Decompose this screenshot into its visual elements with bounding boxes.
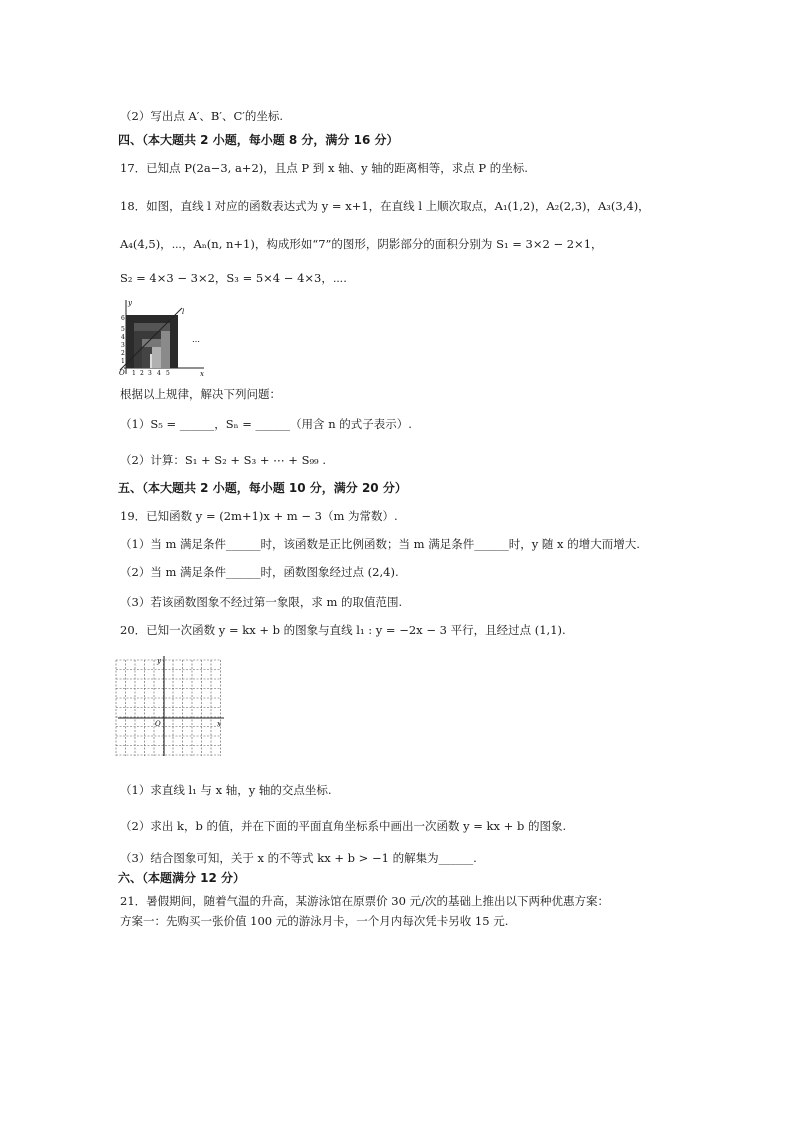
section-4-heading: 四、（本大题共 2 小题，每小题 8 分，满分 16 分） bbox=[118, 133, 399, 147]
section-5-heading: 五、（本大题共 2 小题，每小题 10 分，满分 20 分） bbox=[118, 481, 407, 495]
q16-part2: （2）写出点 A′、B′、C′的坐标. bbox=[120, 109, 284, 123]
fig18-origin: O bbox=[119, 369, 125, 376]
q19-text: 19．已知函数 y = (2m+1)x + m − 3（m 为常数）. bbox=[120, 509, 398, 523]
q17-text: 17．已知点 P(2a−3, a+2)，且点 P 到 x 轴、y 轴的距离相等，求点 P 的坐标. bbox=[120, 161, 528, 175]
q20-part3: （3）结合图象可知，关于 x 的不等式 kx + b > −1 的解集为______. bbox=[120, 851, 477, 865]
q20-grid-figure bbox=[112, 654, 228, 758]
fig18-xtick: 2 bbox=[140, 370, 144, 376]
fig18-ytick: 5 bbox=[121, 326, 125, 333]
fig18-ytick: 4 bbox=[121, 334, 125, 341]
fig18-ytick: 6 bbox=[121, 315, 125, 322]
q21-text: 21．暑假期间，随着气温的升高，某游泳馆在原票价 30 元/次的基础上推出以下两种优惠方案： bbox=[120, 894, 609, 908]
fig18-ytick: 1 bbox=[121, 358, 125, 365]
q18-figure bbox=[112, 296, 222, 376]
fig18-xtick: 5 bbox=[166, 370, 170, 376]
q19-part1: （1）当 m 满足条件______时，该函数是正比例函数；当 m 满足条件______时，y 随 x 的增大而增大. bbox=[120, 537, 640, 551]
q19-part2: （2）当 m 满足条件______时，函数图象经过点 (2,4). bbox=[120, 565, 399, 579]
q18-part2: （2）计算：S₁ + S₂ + S₃ + ⋯ + S₉₉ . bbox=[120, 453, 326, 467]
q20-part1: （1）求直线 l₁ 与 x 轴，y 轴的交点坐标. bbox=[120, 783, 332, 797]
fig18-xtick: 1 bbox=[132, 370, 136, 376]
q20-text: 20．已知一次函数 y = kx + b 的图象与直线 l₁ : y = −2x − 3 平行，且经过点 (1,1). bbox=[120, 623, 566, 637]
section-6-heading: 六、（本题满分 12 分） bbox=[118, 871, 246, 885]
fig18-line-label: l bbox=[182, 308, 185, 316]
fig18-xtick: 4 bbox=[157, 370, 161, 376]
fig18-ytick: 3 bbox=[121, 342, 125, 349]
fig18-ytick: 2 bbox=[121, 350, 125, 357]
fig20-y-label: y bbox=[157, 657, 161, 665]
q18-part1: （1）S₅ = ______，Sₙ = ______（用含 n 的式子表示）. bbox=[120, 417, 412, 431]
fig18-y-label: y bbox=[128, 299, 132, 307]
fig18-x-label: x bbox=[200, 370, 204, 376]
fig20-x-label: x bbox=[217, 720, 221, 728]
q20-part2: （2）求出 k，b 的值，并在下面的平面直角坐标系中画出一次函数 y = kx + b 的图象. bbox=[120, 819, 567, 833]
q18-text-2: A₄(4,5)，⋯，Aₙ(n, n+1)，构成形如“7”的图形，阴影部分的面积分别为 S₁ = 3×2 − 2×1， bbox=[120, 237, 603, 251]
fig20-origin: O bbox=[155, 720, 161, 728]
q18-text-1: 18．如图，直线 l 对应的函数表达式为 y = x+1，在直线 l 上顺次取点，A₁(1,2)，A₂(2,3)，A₃(3,4)， bbox=[120, 199, 650, 213]
q21-plan1: 方案一：先购买一张价值 100 元的游泳月卡，一个月内每次凭卡另收 15 元. bbox=[120, 914, 509, 928]
q19-part3: （3）若该函数图象不经过第一象限，求 m 的取值范围. bbox=[120, 595, 403, 609]
fig18-ellipsis: … bbox=[192, 335, 200, 344]
q18-text-3: S₂ = 4×3 − 3×2，S₃ = 5×4 − 4×3，⋯. bbox=[120, 271, 347, 285]
fig18-xtick: 3 bbox=[148, 370, 152, 376]
q18-instructions: 根据以上规律，解决下列问题： bbox=[120, 387, 281, 401]
